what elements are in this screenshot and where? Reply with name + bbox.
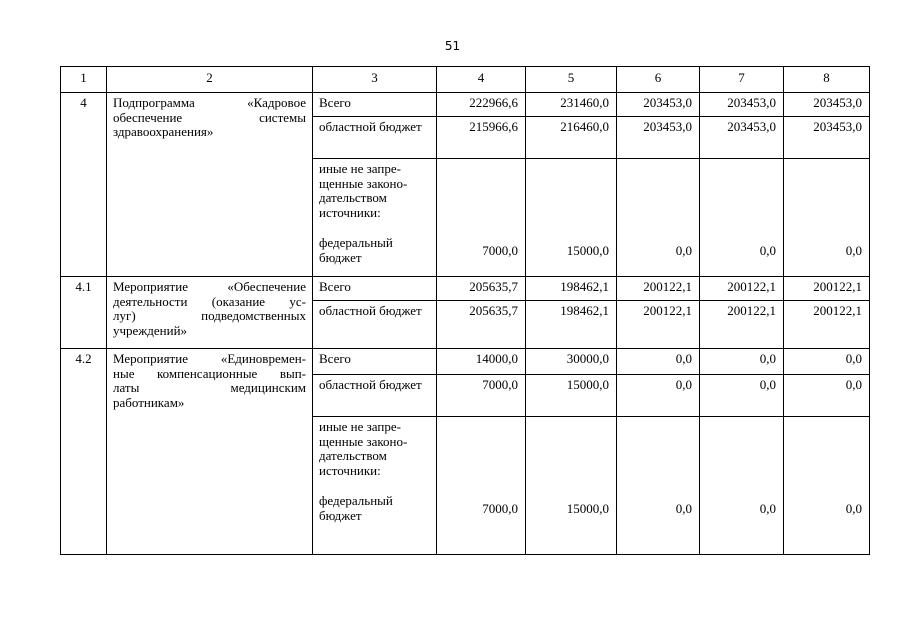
value-cell: 203453,0 bbox=[784, 93, 870, 117]
value-cell: 203453,0 bbox=[617, 93, 700, 117]
value-cell: 203453,0 bbox=[617, 117, 700, 159]
value-cell: 0,0 bbox=[700, 159, 784, 277]
source-cell bbox=[313, 159, 437, 277]
source-cell bbox=[313, 417, 437, 555]
page-number: 51 bbox=[444, 39, 461, 53]
value-cell: 205635,7 bbox=[437, 277, 526, 301]
value-cell: 0,0 bbox=[784, 349, 870, 375]
value-cell: 0,0 bbox=[700, 349, 784, 375]
table-row bbox=[61, 93, 870, 117]
value-cell: 7000,0 bbox=[437, 417, 526, 555]
source-cell: областной бюджет bbox=[313, 117, 437, 159]
value-cell: 200122,1 bbox=[784, 277, 870, 301]
value-cell: 15000,0 bbox=[526, 159, 617, 277]
row-index: 4 bbox=[61, 93, 107, 277]
value-cell: 15000,0 bbox=[526, 417, 617, 555]
row-name: Мероприятие «Обеспечение деятельности (оказание ус- луг) подведомственных учреждений» bbox=[107, 277, 313, 349]
value-cell: 222966,6 bbox=[437, 93, 526, 117]
header-cell: 7 bbox=[700, 67, 784, 93]
value-cell: 15000,0 bbox=[526, 375, 617, 417]
value-cell: 200122,1 bbox=[700, 301, 784, 349]
budget-table bbox=[60, 66, 870, 555]
value-cell: 0,0 bbox=[617, 349, 700, 375]
value-cell: 205635,7 bbox=[437, 301, 526, 349]
value-cell: 203453,0 bbox=[700, 117, 784, 159]
header-cell: 5 bbox=[526, 67, 617, 93]
value-cell: 0,0 bbox=[700, 417, 784, 555]
value-cell: 198462,1 bbox=[526, 301, 617, 349]
value-cell: 0,0 bbox=[784, 417, 870, 555]
source-label: федеральный бюджет bbox=[319, 493, 393, 523]
header-cell: 2 bbox=[107, 67, 313, 93]
source-cell: Всего bbox=[313, 93, 437, 117]
source-label: федеральный бюджет bbox=[319, 235, 393, 265]
table-row bbox=[61, 277, 870, 301]
header-cell: 3 bbox=[313, 67, 437, 93]
value-cell: 0,0 bbox=[700, 375, 784, 417]
value-cell: 0,0 bbox=[784, 159, 870, 277]
value-cell: 216460,0 bbox=[526, 117, 617, 159]
source-note: иные не запре-щенные законо-дательством источники: bbox=[319, 161, 408, 220]
value-cell: 215966,6 bbox=[437, 117, 526, 159]
header-cell: 1 bbox=[61, 67, 107, 93]
value-cell: 200122,1 bbox=[784, 301, 870, 349]
row-name: Подпрограмма «Кадровое обеспечение системы здравоохранения» bbox=[107, 93, 313, 277]
value-cell: 14000,0 bbox=[437, 349, 526, 375]
value-cell: 0,0 bbox=[617, 417, 700, 555]
value-cell: 0,0 bbox=[784, 375, 870, 417]
source-cell: Всего bbox=[313, 349, 437, 375]
header-cell: 4 bbox=[437, 67, 526, 93]
value-cell: 200122,1 bbox=[617, 301, 700, 349]
value-cell: 200122,1 bbox=[700, 277, 784, 301]
value-cell: 203453,0 bbox=[784, 117, 870, 159]
value-cell: 198462,1 bbox=[526, 277, 617, 301]
value-cell: 231460,0 bbox=[526, 93, 617, 117]
value-cell: 0,0 bbox=[617, 159, 700, 277]
value-cell: 30000,0 bbox=[526, 349, 617, 375]
value-cell: 0,0 bbox=[617, 375, 700, 417]
source-cell: областной бюджет bbox=[313, 375, 437, 417]
header-cell: 8 bbox=[784, 67, 870, 93]
header-cell: 6 bbox=[617, 67, 700, 93]
value-cell: 203453,0 bbox=[700, 93, 784, 117]
value-cell: 200122,1 bbox=[617, 277, 700, 301]
table-row bbox=[61, 349, 870, 375]
value-cell: 7000,0 bbox=[437, 375, 526, 417]
row-index: 4.1 bbox=[61, 277, 107, 349]
row-index: 4.2 bbox=[61, 349, 107, 555]
row-name: Мероприятие «Единовремен- ные компенсационные вып- латы медицинским работникам» bbox=[107, 349, 313, 555]
source-cell: Всего bbox=[313, 277, 437, 301]
source-cell: областной бюджет bbox=[313, 301, 437, 349]
source-note: иные не запре-щенные законо-дательством источники: bbox=[319, 419, 408, 478]
value-cell: 7000,0 bbox=[437, 159, 526, 277]
table-header-row bbox=[61, 67, 870, 93]
